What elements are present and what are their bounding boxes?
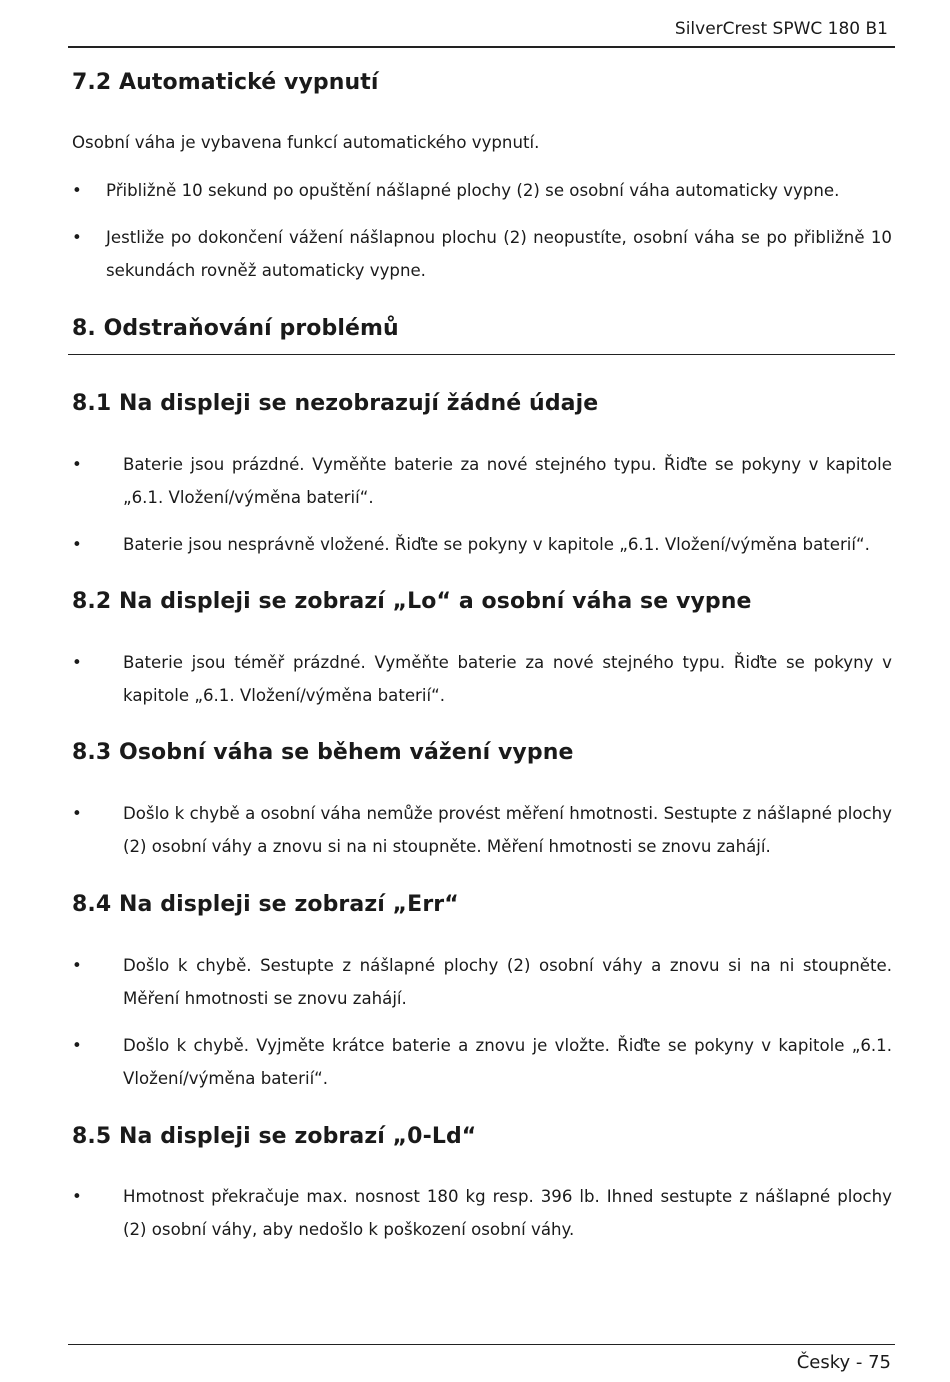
header-product: SilverCrest SPWC 180 B1 <box>674 19 888 39</box>
heading-8-3: 8.3 Osobní váha se během vážení vypne <box>72 740 574 765</box>
bullet-dot: • <box>72 653 82 672</box>
bullet-dot: • <box>72 181 82 200</box>
list-item-text: Přibližně 10 sekund po opuštění nášlapné plochy (2) se osobní váha automaticky vypne. <box>106 181 840 200</box>
list-item-text: Baterie jsou téměř prázdné. Vyměňte baterie za nové stejného typu. Řiďte se pokyny v kapitole „6.1. Vložení/výměna baterií“. <box>123 653 892 705</box>
bullet-dot: • <box>72 1036 82 1055</box>
list-item <box>72 949 892 1015</box>
paragraph-7-2-intro: Osobní váha je vybavena funkcí automatického vypnutí. <box>72 133 540 152</box>
section-rule <box>68 354 895 355</box>
heading-8-4: 8.4 Na displeji se zobrazí „Err“ <box>72 892 459 917</box>
list-item-text: Hmotnost překračuje max. nosnost 180 kg resp. 396 lb. Ihned sestupte z nášlapné plochy (2) osobní váhy, aby nedošlo k poškození osobní váhy. <box>123 1187 892 1239</box>
heading-8: 8. Odstraňování problémů <box>72 316 399 341</box>
list-item <box>72 528 892 561</box>
list-item <box>72 1180 892 1246</box>
list-item-text: Baterie jsou prázdné. Vyměňte baterie za nové stejného typu. Řiďte se pokyny v kapitole „6.1. Vložení/výměna baterií“. <box>123 455 892 507</box>
list-item <box>72 1029 892 1095</box>
list-item <box>72 221 892 287</box>
bullet-dot: • <box>72 455 82 474</box>
heading-8-2: 8.2 Na displeji se zobrazí „Lo“ a osobní váha se vypne <box>72 589 752 614</box>
bullet-dot: • <box>72 228 82 247</box>
list-item <box>72 174 892 207</box>
bullet-dot: • <box>72 1187 82 1206</box>
bullet-dot: • <box>72 535 82 554</box>
header-rule <box>68 46 895 48</box>
heading-8-5: 8.5 Na displeji se zobrazí „0-Ld“ <box>72 1124 477 1149</box>
list-item <box>72 797 892 863</box>
list-item-text: Došlo k chybě a osobní váha nemůže provést měření hmotnosti. Sestupte z nášlapné plochy (2) osobní váhy a znovu si na ni stoupněte. Měření hmotnosti se znovu zahájí. <box>123 804 892 856</box>
bullet-dot: • <box>72 956 82 975</box>
footer-rule <box>68 1344 895 1345</box>
list-item-text: Došlo k chybě. Sestupte z nášlapné plochy (2) osobní váhy a znovu si na ni stoupněte. Měření hmotnosti se znovu zahájí. <box>123 956 892 1008</box>
list-item <box>72 646 892 712</box>
heading-7-2: 7.2 Automatické vypnutí <box>72 70 379 95</box>
heading-8-1: 8.1 Na displeji se nezobrazují žádné údaje <box>72 391 599 416</box>
bullet-dot: • <box>72 804 82 823</box>
list-item-text: Jestliže po dokončení vážení nášlapnou plochu (2) neopustíte, osobní váha se po přibližně 10 sekundách rovněž automaticky vypne. <box>106 228 892 280</box>
list-item-text: Baterie jsou nesprávně vložené. Řiďte se pokyny v kapitole „6.1. Vložení/výměna baterií“. <box>123 535 870 554</box>
list-item <box>72 448 892 514</box>
page-number: Česky - 75 <box>796 1352 891 1373</box>
list-item-text: Došlo k chybě. Vyjměte krátce baterie a znovu je vložte. Řiďte se pokyny v kapitole „6.1. Vložení/výměna baterií“. <box>123 1036 892 1088</box>
